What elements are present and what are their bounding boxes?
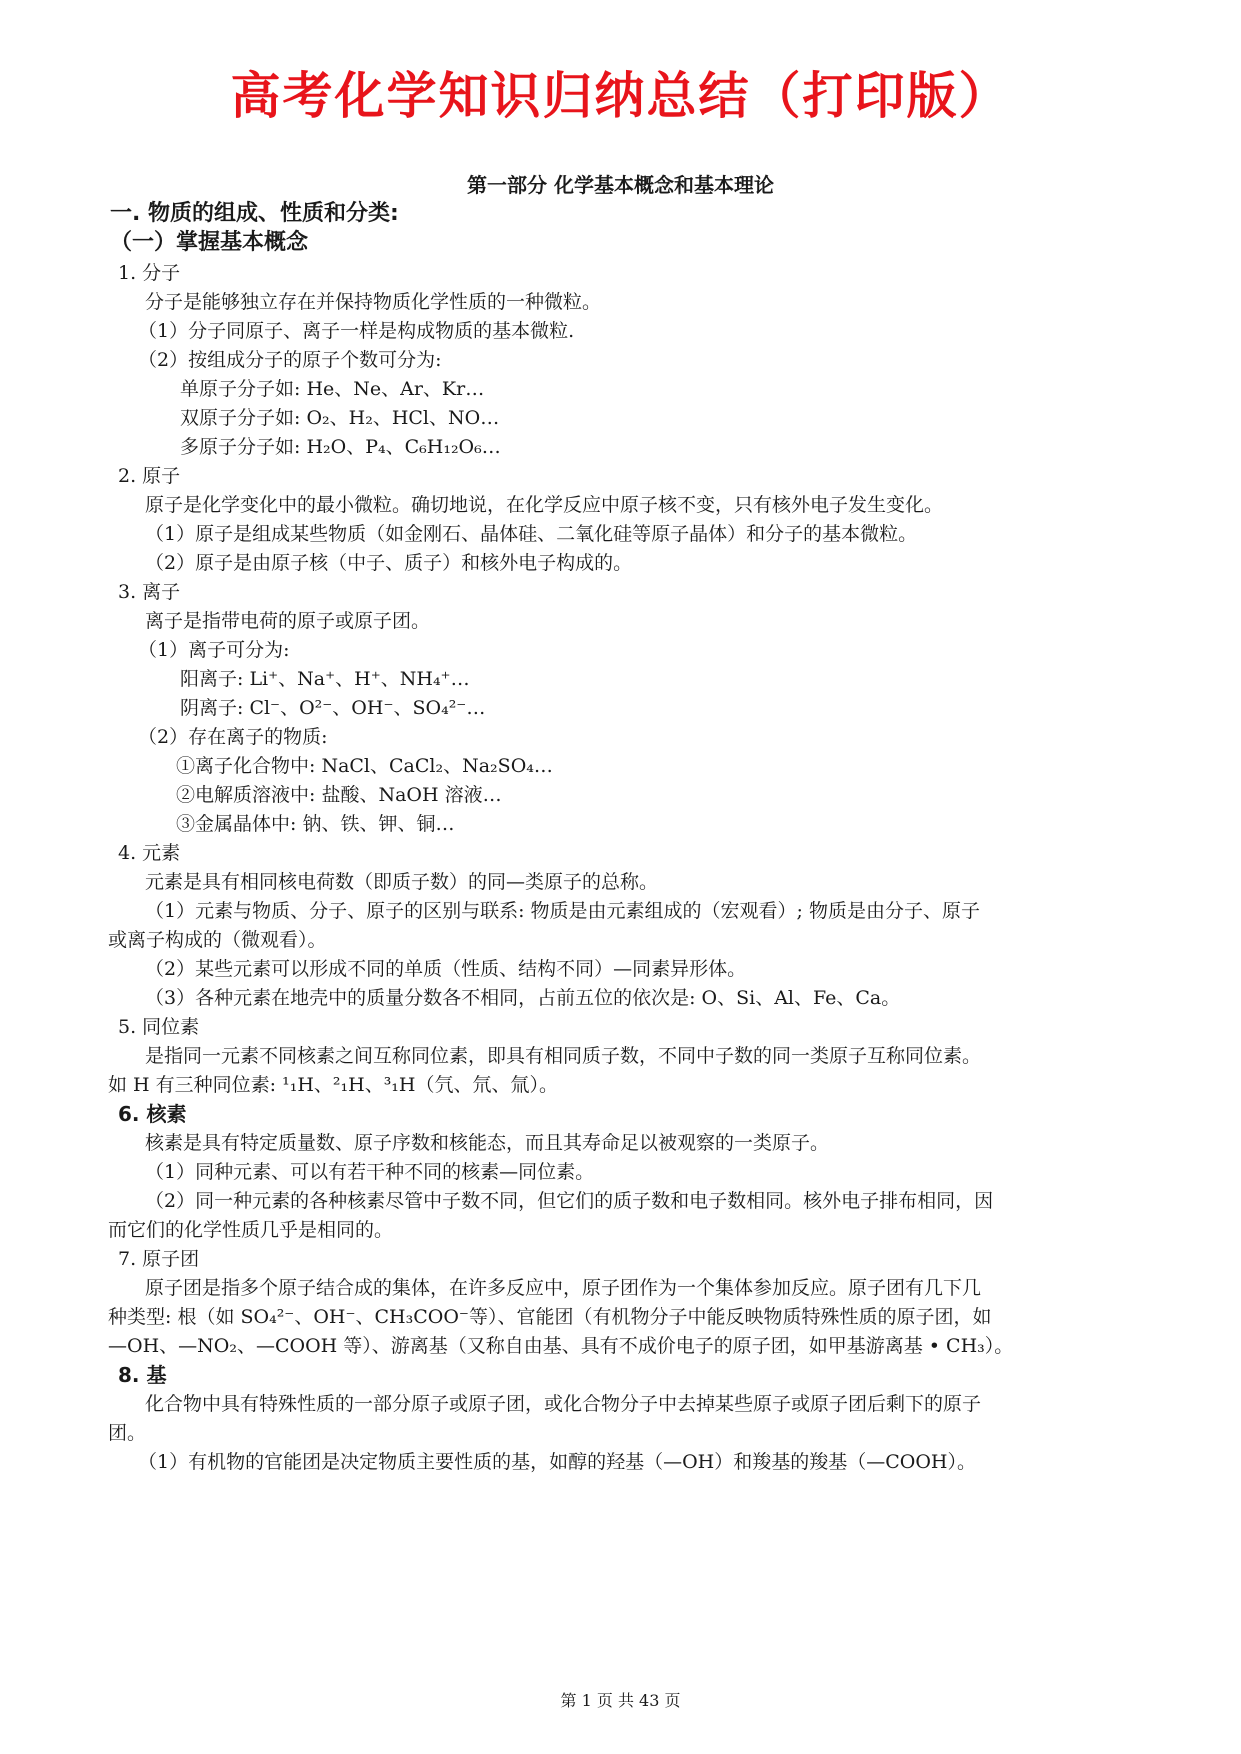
item-heading: 6. 核素: [118, 1102, 187, 1126]
paragraph-line: （1）有机物的官能团是决定物质主要性质的基，如醇的羟基（—OH）和羧基的羧基（—COOH）。: [138, 1451, 976, 1473]
item-heading: 4. 元素: [118, 842, 181, 864]
paragraph-line: （1）同种元素、可以有若干种不同的核素—同位素。: [145, 1161, 595, 1183]
item-heading: 8. 基: [118, 1363, 167, 1387]
paragraph-line: 阴离子: Cl⁻、O²⁻、OH⁻、SO₄²⁻…: [180, 697, 486, 719]
paragraph-line: 原子团是指多个原子结合成的集体，在许多反应中，原子团作为一个集体参加反应。原子团有几下几: [145, 1277, 982, 1299]
paragraph-line: 分子是能够独立存在并保持物质化学性质的一种微粒。: [145, 291, 602, 313]
paragraph-line: 而它们的化学性质几乎是相同的。: [108, 1219, 394, 1241]
paragraph-line: —OH、—NO₂、—COOH 等）、游离基（又称自由基、具有不成价电子的原子团，如甲基游离基 • CH₃）。: [108, 1335, 1014, 1357]
paragraph-line: （1）离子可分为:: [138, 639, 290, 661]
paragraph-line: 双原子分子如: O₂、H₂、HCl、NO…: [180, 407, 500, 429]
paragraph-line: 种类型: 根（如 SO₄²⁻、OH⁻、CH₃COO⁻等）、官能团（有机物分子中能反映物质特殊性质的原子团，如: [108, 1306, 992, 1328]
item-heading: 3. 离子: [118, 581, 181, 603]
paragraph-line: 核素是具有特定质量数、原子序数和核能态，而且其寿命足以被观察的一类原子。: [145, 1132, 830, 1154]
paragraph-line: ②电解质溶液中: 盐酸、NaOH 溶液…: [176, 784, 502, 806]
item-heading: 7. 原子团: [118, 1248, 200, 1270]
document-title: 高考化学知识归纳总结（打印版）: [230, 67, 1011, 125]
paragraph-line: （2）存在离子的物质:: [138, 726, 328, 748]
page-footer: 第 1 页 共 43 页: [560, 1691, 681, 1710]
paragraph-line: 多原子分子如: H₂O、P₄、C₆H₁₂O₆…: [180, 436, 501, 458]
paragraph-line: （2）按组成分子的原子个数可分为:: [138, 349, 442, 371]
paragraph-line: 离子是指带电荷的原子或原子团。: [145, 610, 431, 632]
paragraph-line: 或离子构成的（微观看）。: [108, 929, 327, 951]
item-heading: 5. 同位素: [118, 1016, 200, 1038]
section-heading: 一. 物质的组成、性质和分类:: [110, 201, 399, 226]
subsection-heading: （一）掌握基本概念: [110, 230, 309, 255]
item-heading: 2. 原子: [118, 465, 181, 487]
part-heading: 第一部分 化学基本概念和基本理论: [467, 173, 774, 197]
paragraph-line: 元素是具有相同核电荷数（即质子数）的同—类原子的总称。: [145, 871, 659, 893]
paragraph-line: （2）原子是由原子核（中子、质子）和核外电子构成的。: [145, 552, 633, 574]
paragraph-line: 单原子分子如: He、Ne、Ar、Kr…: [180, 378, 485, 400]
paragraph-line: 如 H 有三种同位素: ¹₁H、²₁H、³₁H（氕、氘、氚）。: [108, 1074, 558, 1096]
paragraph-line: ③金属晶体中: 钠、铁、钾、铜…: [176, 813, 455, 835]
paragraph-line: 团。: [108, 1422, 147, 1444]
paragraph-line: 化合物中具有特殊性质的一部分原子或原子团，或化合物分子中去掉某些原子或原子团后剩下的原子: [145, 1393, 982, 1415]
item-heading: 1. 分子: [118, 262, 181, 284]
paragraph-line: 原子是化学变化中的最小微粒。确切地说，在化学反应中原子核不变，只有核外电子发生变化。: [145, 494, 944, 516]
paragraph-line: （2）同一种元素的各种核素尽管中子数不同，但它们的质子数和电子数相同。核外电子排布相同，因: [145, 1190, 994, 1212]
paragraph-line: （1）元素与物质、分子、原子的区别与联系: 物质是由元素组成的（宏观看）; 物质是由分子、原子: [145, 900, 980, 922]
paragraph-line: 是指同一元素不同核素之间互称同位素，即具有相同质子数，不同中子数的同一类原子互称同位素。: [145, 1045, 982, 1067]
paragraph-line: （2）某些元素可以形成不同的单质（性质、结构不同）—同素异形体。: [145, 958, 747, 980]
paragraph-line: （1）原子是组成某些物质（如金刚石、晶体硅、二氧化硅等原子晶体）和分子的基本微粒。: [145, 523, 918, 545]
paragraph-line: （3）各种元素在地壳中的质量分数各不相同，占前五位的依次是: O、Si、Al、Fe、Ca。: [145, 987, 901, 1009]
paragraph-line: （1）分子同原子、离子一样是构成物质的基本微粒.: [138, 320, 575, 342]
paragraph-line: ①离子化合物中: NaCl、CaCl₂、Na₂SO₄…: [176, 755, 553, 777]
paragraph-line: 阳离子: Li⁺、Na⁺、H⁺、NH₄⁺…: [180, 668, 470, 690]
